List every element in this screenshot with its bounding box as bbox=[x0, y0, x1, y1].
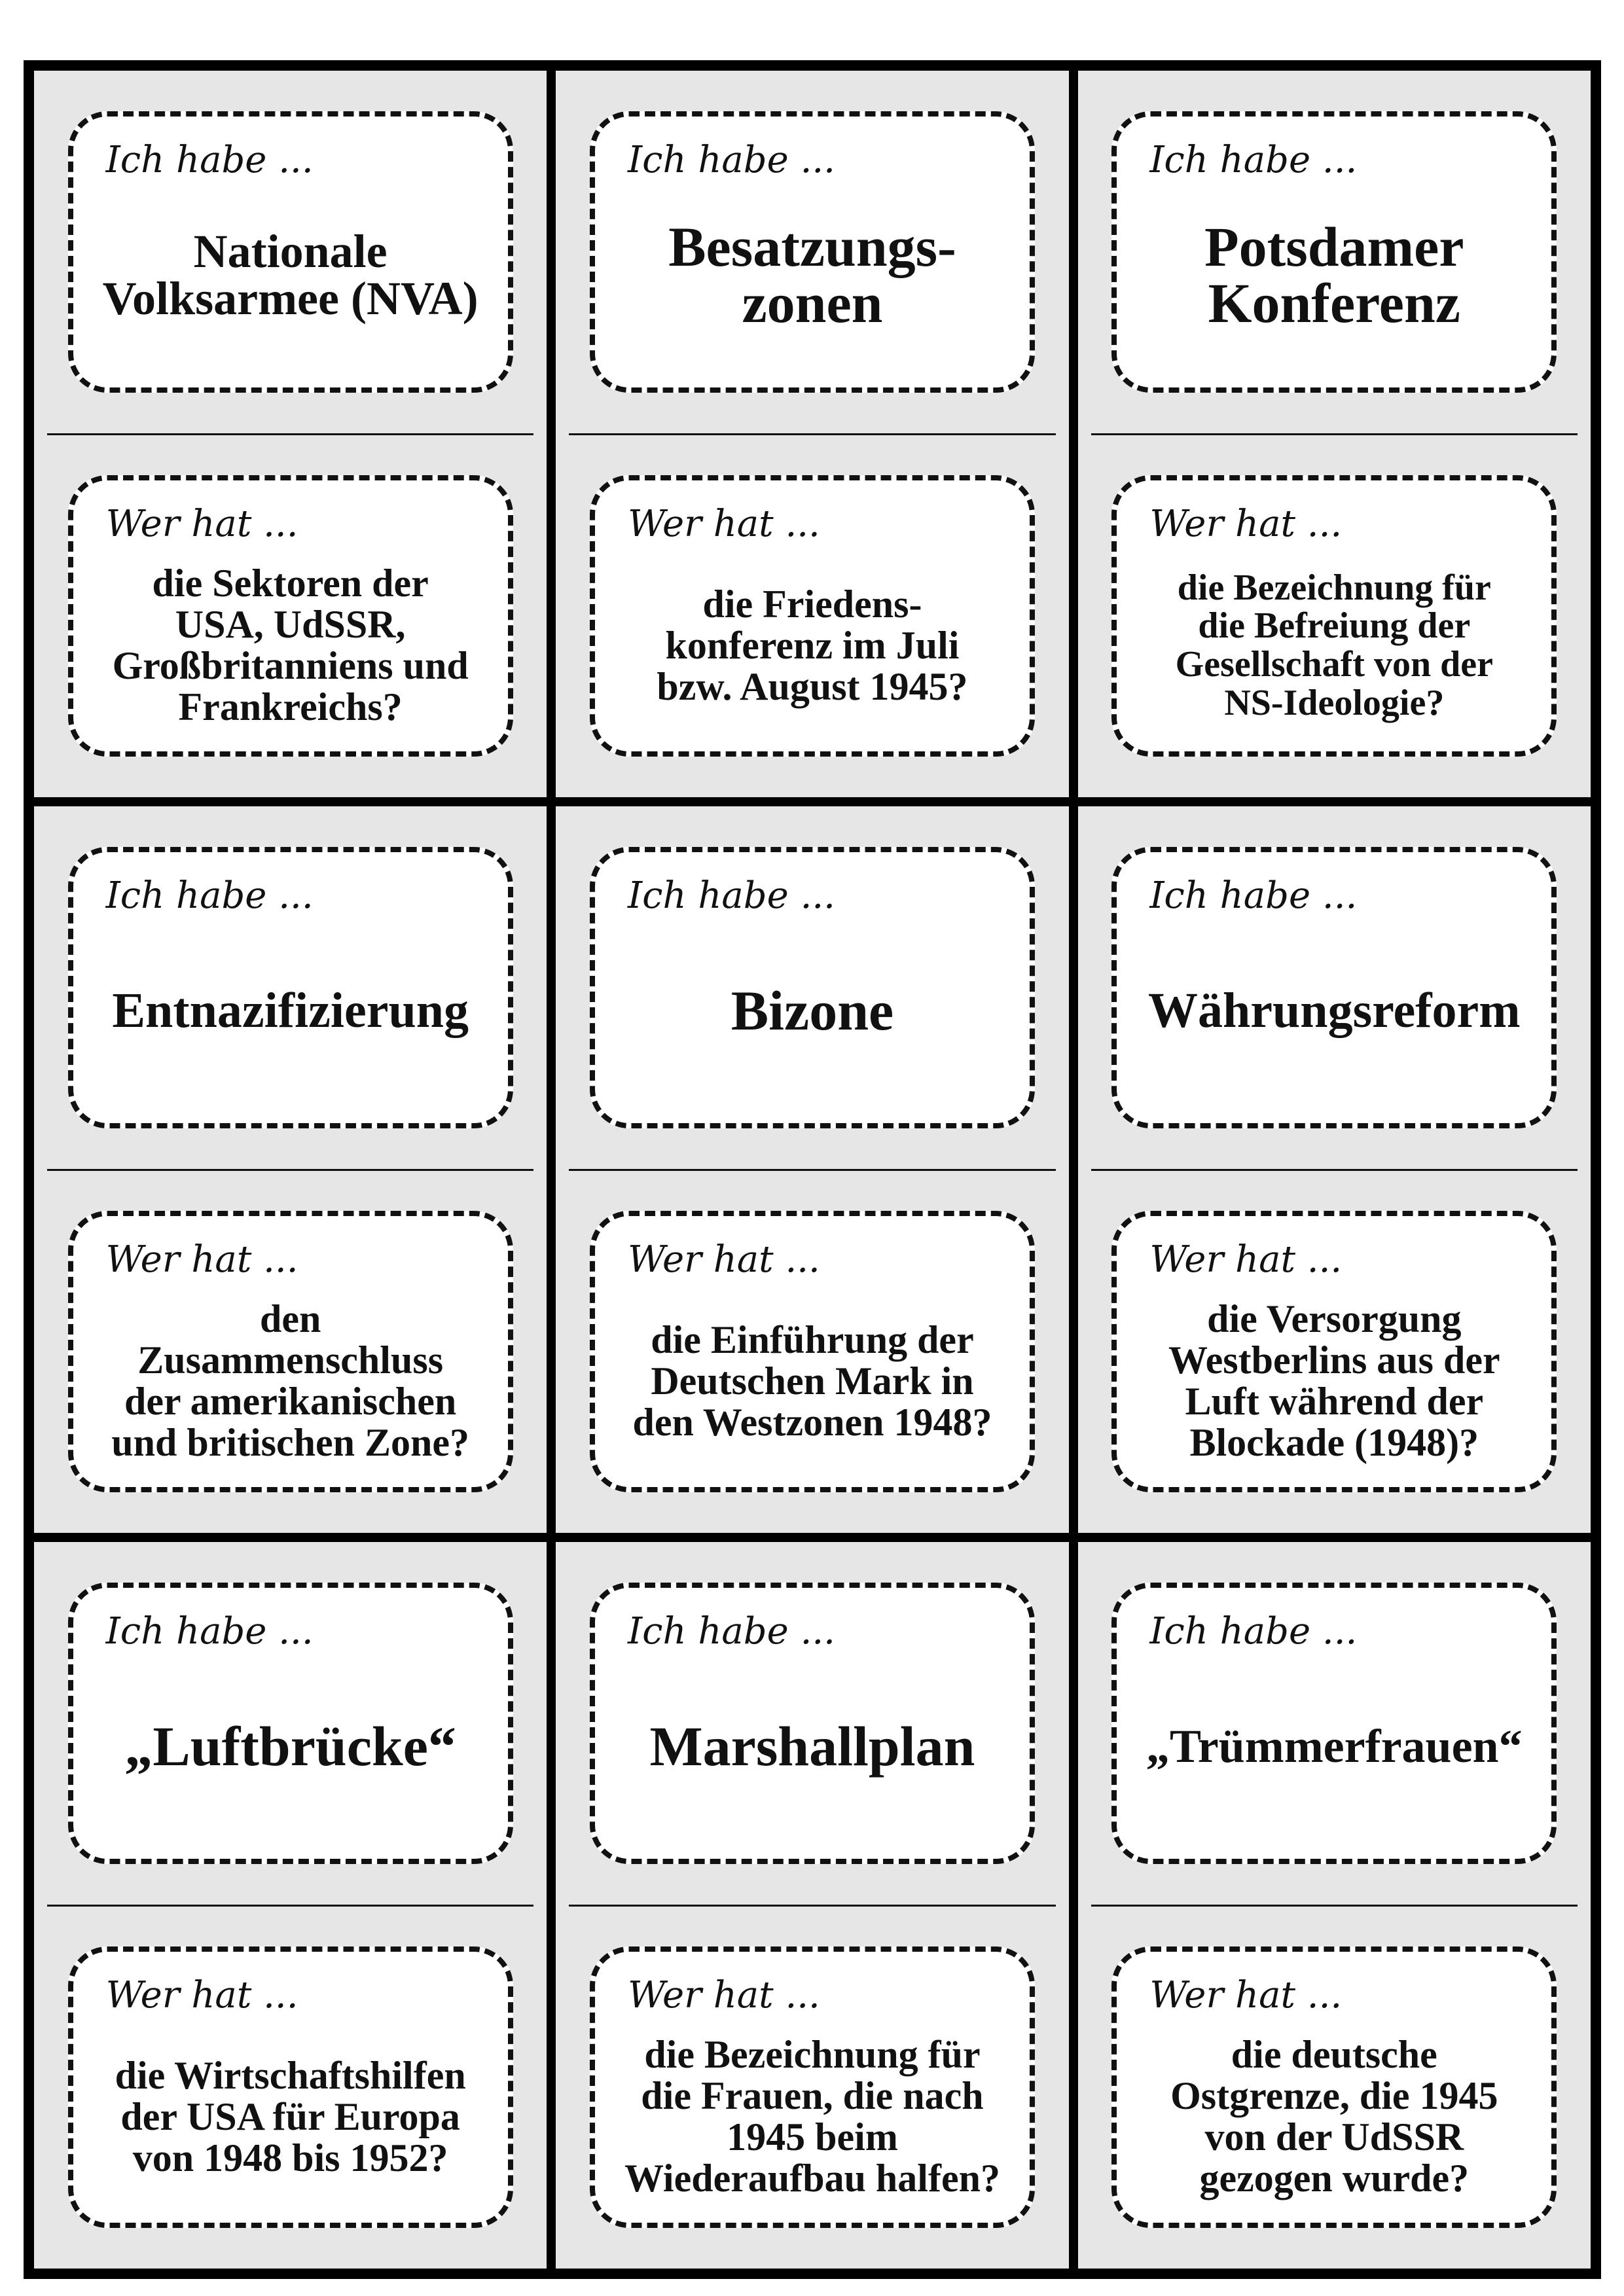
answer-box bbox=[590, 111, 1035, 393]
domino-card bbox=[556, 71, 1068, 797]
answer-term: Marshallplan bbox=[649, 1714, 975, 1778]
answer-term: Währungsreform bbox=[1148, 982, 1521, 1038]
wer-hat-prompt: Wer hat ... bbox=[627, 1974, 820, 2017]
ich-habe-prompt: Ich habe ... bbox=[1149, 874, 1358, 917]
domino-card bbox=[1078, 1542, 1591, 2269]
question-box bbox=[68, 1211, 513, 1492]
answer-term: Bizone bbox=[731, 978, 894, 1042]
question-text: die Einführung der Deutschen Mark in den Westzonen 1948? bbox=[632, 1318, 992, 1444]
answer-box bbox=[590, 1583, 1035, 1864]
ich-habe-prompt: Ich habe ... bbox=[105, 138, 314, 181]
answer-box bbox=[590, 847, 1035, 1128]
answer-box bbox=[1111, 1583, 1557, 1864]
answer-term: Potsdamer Konferenz bbox=[1204, 215, 1464, 334]
ich-habe-prompt: Ich habe ... bbox=[627, 1609, 835, 1653]
wer-hat-prompt: Wer hat ... bbox=[1149, 1238, 1343, 1282]
question-box bbox=[590, 1211, 1035, 1492]
ich-habe-prompt: Ich habe ... bbox=[105, 1609, 314, 1653]
answer-term: „Trümmerfrauen“ bbox=[1146, 1719, 1523, 1772]
domino-card bbox=[1078, 806, 1591, 1533]
answer-box bbox=[1111, 111, 1557, 393]
question-text: die Wirtschaftshilfen der USA für Europa von 1948 bis 1952? bbox=[115, 2053, 466, 2179]
answer-term: Besatzungs- zonen bbox=[668, 215, 956, 334]
answer-box bbox=[68, 847, 513, 1128]
wer-hat-prompt: Wer hat ... bbox=[105, 1238, 298, 1282]
question-box bbox=[68, 1946, 513, 2228]
domino-card bbox=[556, 1542, 1068, 2269]
question-text: die Versorgung Westberlins aus der Luft während der Blockade (1948)? bbox=[1168, 1297, 1500, 1465]
wer-hat-prompt: Wer hat ... bbox=[1149, 1974, 1343, 2017]
wer-hat-prompt: Wer hat ... bbox=[105, 1974, 298, 2017]
question-box bbox=[1111, 1211, 1557, 1492]
ich-habe-prompt: Ich habe ... bbox=[627, 138, 835, 181]
question-box bbox=[68, 475, 513, 757]
domino-card bbox=[1078, 71, 1591, 797]
wer-hat-prompt: Wer hat ... bbox=[627, 503, 820, 546]
answer-term: Entnazifizierung bbox=[112, 982, 469, 1038]
domino-card bbox=[34, 1542, 547, 2269]
question-box bbox=[590, 475, 1035, 757]
domino-card bbox=[34, 71, 547, 797]
answer-term: Nationale Volksarmee (NVA) bbox=[102, 224, 478, 325]
question-text: die Bezeichnung für die Frauen, die nach 1945 beim Wiederaufbau halfen? bbox=[624, 2033, 1000, 2200]
wer-hat-prompt: Wer hat ... bbox=[105, 503, 298, 546]
answer-box bbox=[1111, 847, 1557, 1128]
answer-box bbox=[68, 1583, 513, 1864]
domino-card bbox=[34, 806, 547, 1533]
ich-habe-prompt: Ich habe ... bbox=[627, 874, 835, 917]
domino-card-sheet bbox=[24, 60, 1601, 2279]
ich-habe-prompt: Ich habe ... bbox=[1149, 1609, 1358, 1653]
question-box bbox=[590, 1946, 1035, 2228]
domino-card bbox=[556, 806, 1068, 1533]
question-text: die deutsche Ostgrenze, die 1945 von der UdSSR gezogen wurde? bbox=[1170, 2033, 1498, 2200]
question-text: die Sektoren der USA, UdSSR, Großbritanniens und Frankreichs? bbox=[112, 562, 469, 729]
ich-habe-prompt: Ich habe ... bbox=[105, 874, 314, 917]
wer-hat-prompt: Wer hat ... bbox=[627, 1238, 820, 1282]
ich-habe-prompt: Ich habe ... bbox=[1149, 138, 1358, 181]
answer-term: „Luftbrücke“ bbox=[124, 1714, 456, 1778]
question-text: die Bezeichnung für die Befreiung der Gesellschaft von der NS-Ideologie? bbox=[1175, 567, 1493, 724]
answer-box bbox=[68, 111, 513, 393]
question-box bbox=[1111, 1946, 1557, 2228]
question-text: die Friedens- konferenz im Juli bzw. August 1945? bbox=[657, 582, 968, 708]
wer-hat-prompt: Wer hat ... bbox=[1149, 503, 1343, 546]
question-box bbox=[1111, 475, 1557, 757]
question-text: den Zusammenschluss der amerikanischen und britischen Zone? bbox=[111, 1297, 470, 1465]
